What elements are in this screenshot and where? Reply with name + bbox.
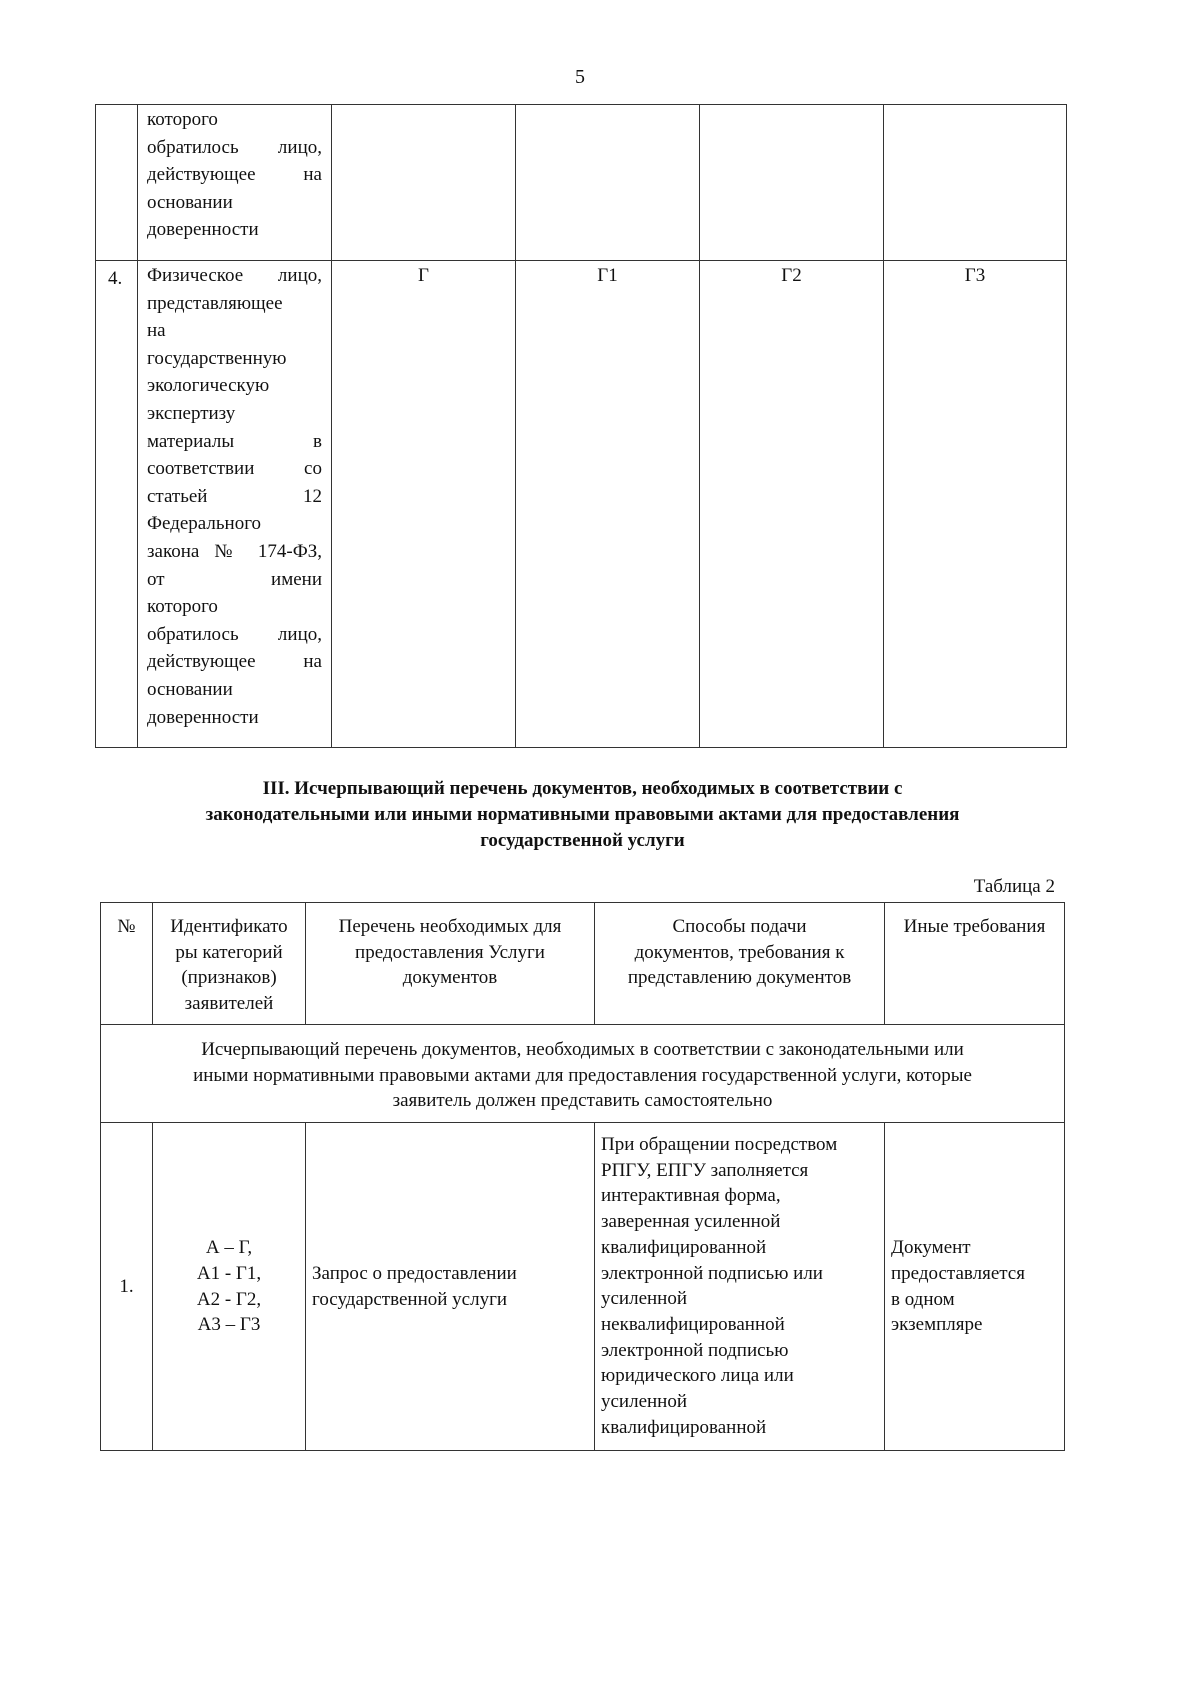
- category-description: которого обратилось лицо, действующее на основании доверенности: [138, 105, 332, 261]
- row-categories: А – Г, А1 - Г1, А2 - Г2, А3 – Г3: [153, 1123, 306, 1451]
- category-code: Г2: [700, 261, 884, 748]
- row-other-requirements: Документ предоставляется в одном экземпляре: [885, 1123, 1065, 1451]
- header-cell-submission-ways: Способы подачи документов, требования к представлению документов: [595, 903, 885, 1025]
- header-cell-other-requirements: Иные требования: [885, 903, 1065, 1025]
- table-header-row: [101, 903, 1065, 1025]
- header-cell-categories: Идентификато ры категорий (признаков) заявителей: [153, 903, 306, 1025]
- row-number: 1.: [101, 1123, 153, 1451]
- applicant-categories-table: [95, 104, 1067, 748]
- category-description: Физическое лицо, представляющее на государственную экологическую экспертизу материалы в соответствии со статьей 12 Федерального закона № 174-ФЗ, от имени которого обратилось лицо, действующее на основании доверенности: [138, 261, 332, 748]
- row-number: [96, 105, 138, 261]
- row-document: Запрос о предоставлении государственной услуги: [306, 1123, 595, 1451]
- category-code: [516, 105, 700, 261]
- header-cell-documents: Перечень необходимых для предоставления Услуги документов: [306, 903, 595, 1025]
- category-code: Г3: [884, 261, 1067, 748]
- row-submission-ways: При обращении посредством РПГУ, ЕПГУ заполняется интерактивная форма, заверенная усиленной квалифицированной электронной подписью или усиленной неквалифицированной электронной подписью юридического лица или усиленной квалифицированной: [595, 1123, 885, 1451]
- table-section-row: [101, 1025, 1065, 1123]
- table-row: [96, 105, 1067, 261]
- category-code: Г: [332, 261, 516, 748]
- category-code: [700, 105, 884, 261]
- documents-table: [100, 902, 1065, 1451]
- table-row: [101, 1123, 1065, 1451]
- category-code: [884, 105, 1067, 261]
- section-row-text: Исчерпывающий перечень документов, необходимых в соответствии с законодательными или иными нормативными правовыми актами для предоставления государственной услуги, которые заявитель должен представить самостоятельно: [101, 1025, 1065, 1123]
- category-code: [332, 105, 516, 261]
- table-row: [96, 261, 1067, 748]
- page-number: 5: [575, 66, 585, 88]
- header-cell-number: №: [101, 903, 153, 1025]
- category-code: Г1: [516, 261, 700, 748]
- table-caption: Таблица 2: [973, 876, 1055, 897]
- row-number: 4.: [96, 261, 138, 748]
- section-title: III. Исчерпывающий перечень документов, необходимых в соответствии с законодательными или иными нормативными правовыми актами для предоставления государственной услуги: [205, 778, 960, 851]
